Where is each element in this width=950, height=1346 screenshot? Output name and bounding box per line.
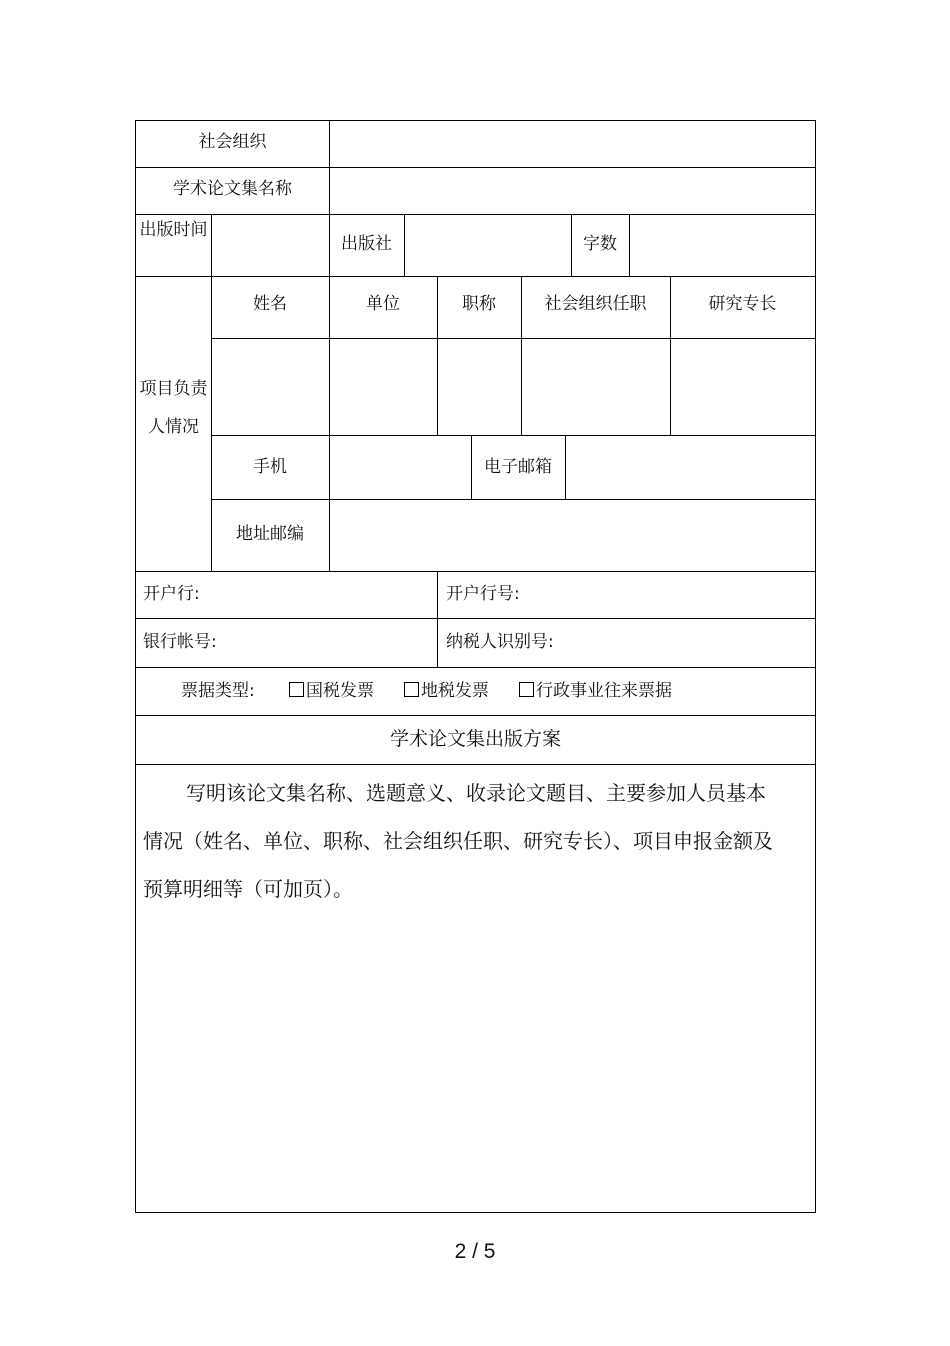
plan-title: 学术论文集出版方案: [389, 728, 561, 750]
header-org-position: 社会组织任职: [544, 294, 647, 314]
application-form: [135, 120, 816, 1213]
leader-name-field[interactable]: [212, 339, 329, 435]
header-specialty: 研究专长: [708, 294, 777, 314]
header-unit: 单位: [366, 294, 400, 314]
leader-title-field[interactable]: [438, 339, 521, 435]
invoice-option-admin[interactable]: 行政事业往来票据: [519, 681, 672, 701]
address-label: 地址邮编: [236, 524, 304, 544]
taxpayer-label: 纳税人识别号:: [446, 632, 554, 652]
org-label: 社会组织: [198, 132, 267, 152]
word-count-field[interactable]: [630, 215, 815, 276]
plan-content-area[interactable]: [137, 911, 814, 1211]
invoice-option-local[interactable]: 地税发票: [404, 681, 489, 701]
pub-time-label: 出版时间: [139, 220, 208, 240]
publisher-label: 出版社: [341, 234, 392, 254]
invoice-option-national[interactable]: 国税发票: [289, 681, 374, 701]
bank-no-label: 开户行号:: [446, 584, 520, 604]
header-name: 姓名: [253, 294, 287, 314]
address-field[interactable]: [330, 500, 815, 571]
phone-field[interactable]: [330, 436, 471, 499]
collection-name-field[interactable]: [330, 168, 815, 214]
leader-section-label: 项目负责人情况: [139, 379, 208, 437]
org-field[interactable]: [330, 121, 815, 167]
word-count-label: 字数: [583, 234, 617, 254]
email-field[interactable]: [566, 436, 815, 499]
phone-label: 手机: [253, 457, 287, 477]
pub-time-field[interactable]: [212, 215, 329, 276]
bank-label: 开户行:: [143, 584, 200, 604]
page-number: 2 / 5: [454, 1240, 496, 1263]
leader-unit-field[interactable]: [330, 339, 437, 435]
checkbox-icon[interactable]: [404, 682, 419, 697]
collection-name-label: 学术论文集名称: [173, 179, 292, 199]
email-label: 电子邮箱: [484, 457, 552, 477]
account-label: 银行帐号:: [143, 632, 217, 652]
header-title: 职称: [462, 294, 496, 314]
invoice-label: 票据类型:: [181, 681, 255, 701]
checkbox-icon[interactable]: [289, 682, 304, 697]
leader-org-position-field[interactable]: [522, 339, 670, 435]
publisher-field[interactable]: [405, 215, 571, 276]
plan-instructions: 写明该论文集名称、选题意义、收录论文题目、主要参加人员基本情况（姓名、单位、职称、社会组织任职、研究专长）、项目申报金额及预算明细等（可加页）。: [143, 781, 773, 901]
checkbox-icon[interactable]: [519, 682, 534, 697]
leader-specialty-field[interactable]: [671, 339, 815, 435]
